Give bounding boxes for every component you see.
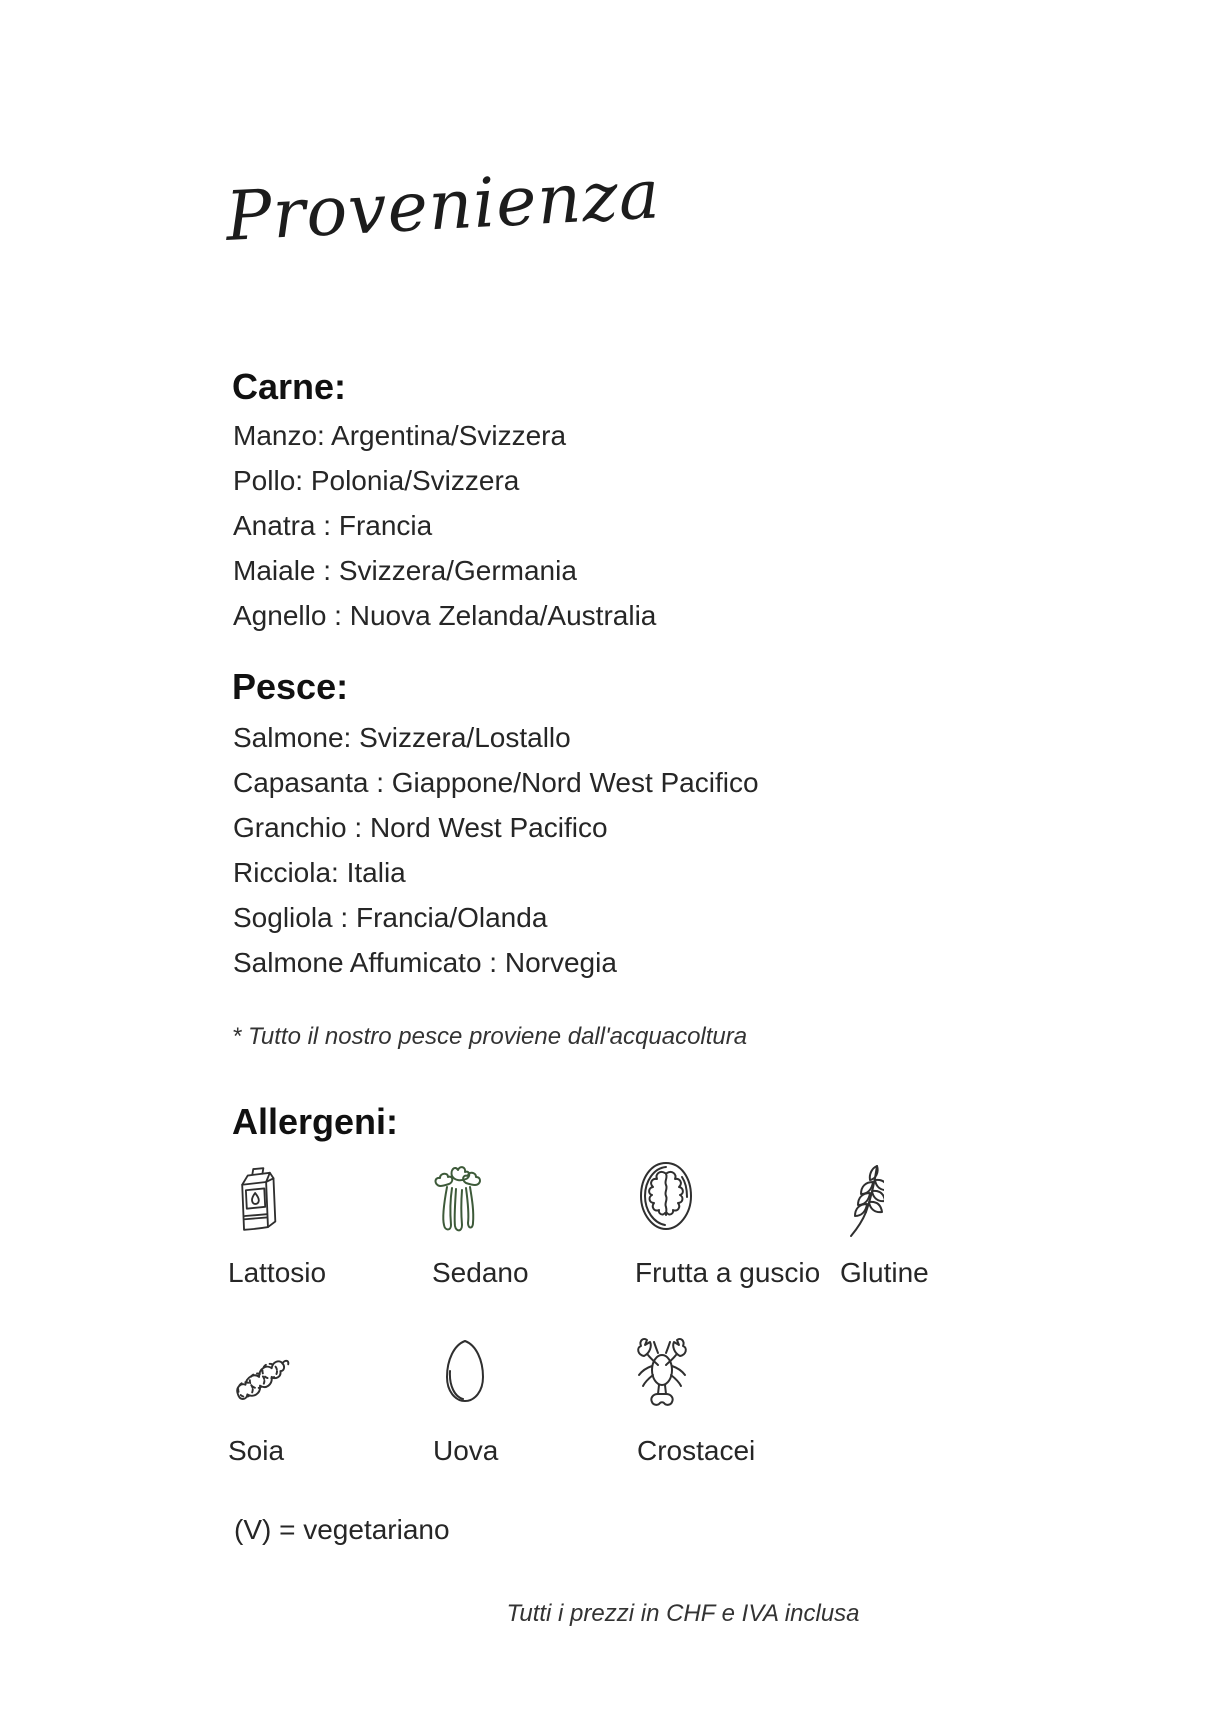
- allergen-label: Lattosio: [228, 1257, 327, 1288]
- pesce-item: Capasanta : Giappone/Nord West Pacifico: [233, 767, 759, 798]
- egg-icon: [439, 1337, 491, 1407]
- pesce-item: Salmone: Svizzera/Lostallo: [233, 722, 571, 753]
- vegetarian-note: (V) = vegetariano: [234, 1514, 450, 1545]
- section-heading-pesce: Pesce:: [232, 666, 349, 707]
- pesce-item: Salmone Affumicato : Norvegia: [233, 947, 617, 978]
- walnut-icon: [636, 1160, 696, 1232]
- pesce-item: Sogliola : Francia/Olanda: [233, 902, 548, 933]
- allergen-label: Crostacei: [637, 1435, 756, 1466]
- carne-item: Manzo: Argentina/Svizzera: [233, 420, 567, 451]
- carne-item: Anatra : Francia: [233, 510, 433, 541]
- footer-price-note: Tutti i prezzi in CHF e IVA inclusa: [506, 1600, 860, 1627]
- allergen-label: Soia: [228, 1435, 285, 1466]
- milk-carton-icon: [233, 1163, 279, 1235]
- crustacean-icon: [633, 1334, 691, 1410]
- allergen-label: Frutta a guscio: [635, 1257, 821, 1288]
- pesce-item: Granchio : Nord West Pacifico: [233, 812, 608, 843]
- pesce-item: Ricciola: Italia: [233, 857, 406, 888]
- allergen-label: Sedano: [432, 1257, 529, 1288]
- soybean-icon: [228, 1340, 294, 1408]
- allergen-label: Glutine: [840, 1257, 929, 1288]
- carne-item: Agnello : Nuova Zelanda/Australia: [233, 600, 657, 631]
- allergen-label: Uova: [433, 1435, 499, 1466]
- carne-item: Pollo: Polonia/Svizzera: [233, 465, 520, 496]
- wheat-icon: [844, 1160, 884, 1238]
- aquaculture-note: * Tutto il nostro pesce proviene dall'acquacoltura: [232, 1023, 748, 1050]
- page-title: Provenienza: [223, 155, 663, 257]
- carne-item: Maiale : Svizzera/Germania: [233, 555, 577, 586]
- section-heading-carne: Carne:: [232, 366, 347, 407]
- carne-item-list: [233, 413, 656, 638]
- pesce-item-list: [233, 715, 759, 985]
- celery-icon: [431, 1163, 486, 1236]
- section-heading-allergeni: Allergeni:: [232, 1101, 399, 1142]
